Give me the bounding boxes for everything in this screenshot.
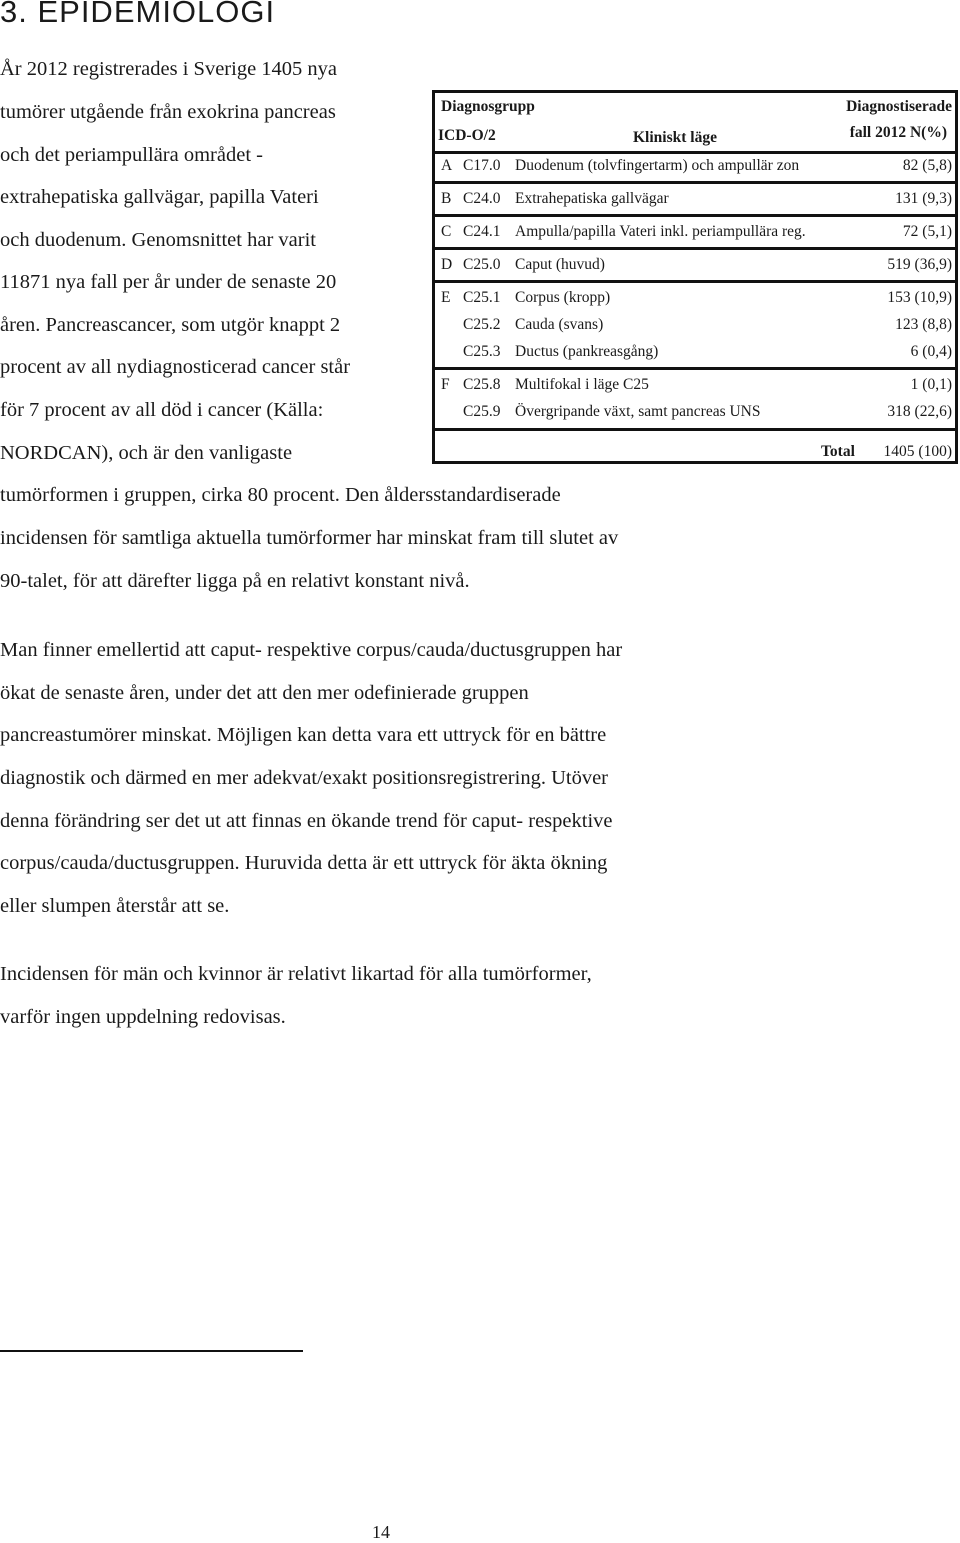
row-group: A: [441, 157, 453, 174]
para2-line: pancreastumörer minskat. Möjligen kan detta vara ett uttryck för en bättre: [0, 724, 607, 746]
para3-line: varför ingen uppdelning redovisas.: [0, 1006, 286, 1028]
row-value: 131 (9,3): [895, 190, 952, 207]
row-group: C: [441, 223, 452, 240]
row-value: 72 (5,1): [902, 223, 952, 240]
para2-line: corpus/cauda/ductusgruppen. Huruvida detta är ett uttryck för äkta ökning: [0, 852, 608, 874]
section-heading: 3. EPIDEMIOLOGI: [0, 0, 276, 29]
row-label: Ductus (pankreasgång): [515, 343, 659, 360]
total-label: Total: [821, 443, 855, 460]
intro-line: för 7 procent av all död i cancer (Källa:: [0, 399, 324, 421]
row-label: Ampulla/papilla Vateri inkl. periampullära reg.: [515, 223, 806, 240]
intro-line: och duodenum. Genomsnittet har varit: [0, 229, 316, 251]
intro-line: åren. Pancreascancer, som utgör knappt 2: [0, 314, 341, 336]
row-value: 318 (22,6): [887, 403, 952, 420]
total-value: 1405 (100): [883, 443, 952, 460]
header-fall: fall 2012 N(%): [849, 124, 947, 141]
para3-line: Incidensen för män och kvinnor är relativt likartad för alla tumörformer,: [0, 963, 592, 985]
row-value: 153 (10,9): [887, 289, 952, 306]
row-code: C25.2: [463, 316, 501, 333]
intro-line: tumörformen i gruppen, cirka 80 procent. Den åldersstandardiserade: [0, 484, 561, 506]
diagnosis-table: [432, 90, 958, 464]
header-rule: [435, 151, 955, 154]
row-group: F: [441, 376, 450, 393]
intro-line: NORDCAN), och är den vanligaste: [0, 442, 293, 464]
header-icd: ICD-O/2: [438, 127, 496, 144]
para2-line: eller slumpen återstår att se.: [0, 895, 230, 917]
row-value: 1 (0,1): [910, 376, 952, 393]
row-code: C25.3: [463, 343, 501, 360]
row-value: 82 (5,8): [902, 157, 952, 174]
row-code: C25.9: [463, 403, 501, 420]
row-group: D: [441, 256, 453, 273]
row-value: 519 (36,9): [887, 256, 952, 273]
row-group: B: [441, 190, 452, 207]
para2-line: diagnostik och därmed en mer adekvat/exakt positionsregistrering. Utöver: [0, 767, 608, 789]
row-label: Övergripande växt, samt pancreas UNS: [515, 403, 761, 420]
row-code: C25.1: [463, 289, 501, 306]
row-group: E: [441, 289, 451, 306]
header-diagnostiserade: Diagnostiserade: [846, 98, 952, 115]
intro-line: procent av all nydiagnosticerad cancer står: [0, 356, 351, 378]
intro-line: 11871 nya fall per år under de senaste 20: [0, 271, 337, 293]
intro-line: extrahepatiska gallvägar, papilla Vateri: [0, 186, 319, 208]
row-value: 6 (0,4): [910, 343, 952, 360]
intro-line: 90-talet, för att därefter ligga på en relativt konstant nivå.: [0, 570, 470, 592]
row-value: 123 (8,8): [895, 316, 952, 333]
intro-line: incidensen för samtliga aktuella tumörformer har minskat fram till slutet av: [0, 527, 619, 549]
intro-line: År 2012 registrerades i Sverige 1405 nya: [0, 58, 338, 80]
row-rule: [435, 247, 955, 250]
header-kliniskt-lage: Kliniskt läge: [633, 129, 717, 146]
row-rule: [435, 181, 955, 184]
intro-line: tumörer utgående från exokrina pancreas: [0, 101, 336, 123]
row-label: Extrahepatiska gallvägar: [515, 190, 669, 207]
total-rule: [435, 428, 955, 431]
row-rule: [435, 280, 955, 283]
para2-line: ökat de senaste åren, under det att den mer odefinierade gruppen: [0, 682, 529, 704]
row-rule: [435, 367, 955, 370]
footnote-rule: [0, 1350, 303, 1352]
intro-line: och det periampullära området -: [0, 144, 263, 166]
row-code: C17.0: [463, 157, 501, 174]
para2-line: denna förändring ser det ut att finnas en ökande trend för caput- respektive: [0, 810, 613, 832]
row-code: C24.1: [463, 223, 501, 240]
row-label: Caput (huvud): [515, 256, 605, 273]
row-label: Duodenum (tolvfingertarm) och ampullär zon: [515, 157, 800, 174]
row-code: C25.0: [463, 256, 501, 273]
row-code: C25.8: [463, 376, 501, 393]
para2-line: Man finner emellertid att caput- respektive corpus/cauda/ductusgruppen har: [0, 639, 623, 661]
page-number: 14: [372, 1522, 390, 1542]
row-label: Corpus (kropp): [515, 289, 611, 306]
row-label: Multifokal i läge C25: [515, 376, 649, 393]
row-rule: [435, 214, 955, 217]
header-diagnosgrupp: Diagnosgrupp: [441, 98, 535, 115]
row-code: C24.0: [463, 190, 501, 207]
row-label: Cauda (svans): [515, 316, 604, 333]
